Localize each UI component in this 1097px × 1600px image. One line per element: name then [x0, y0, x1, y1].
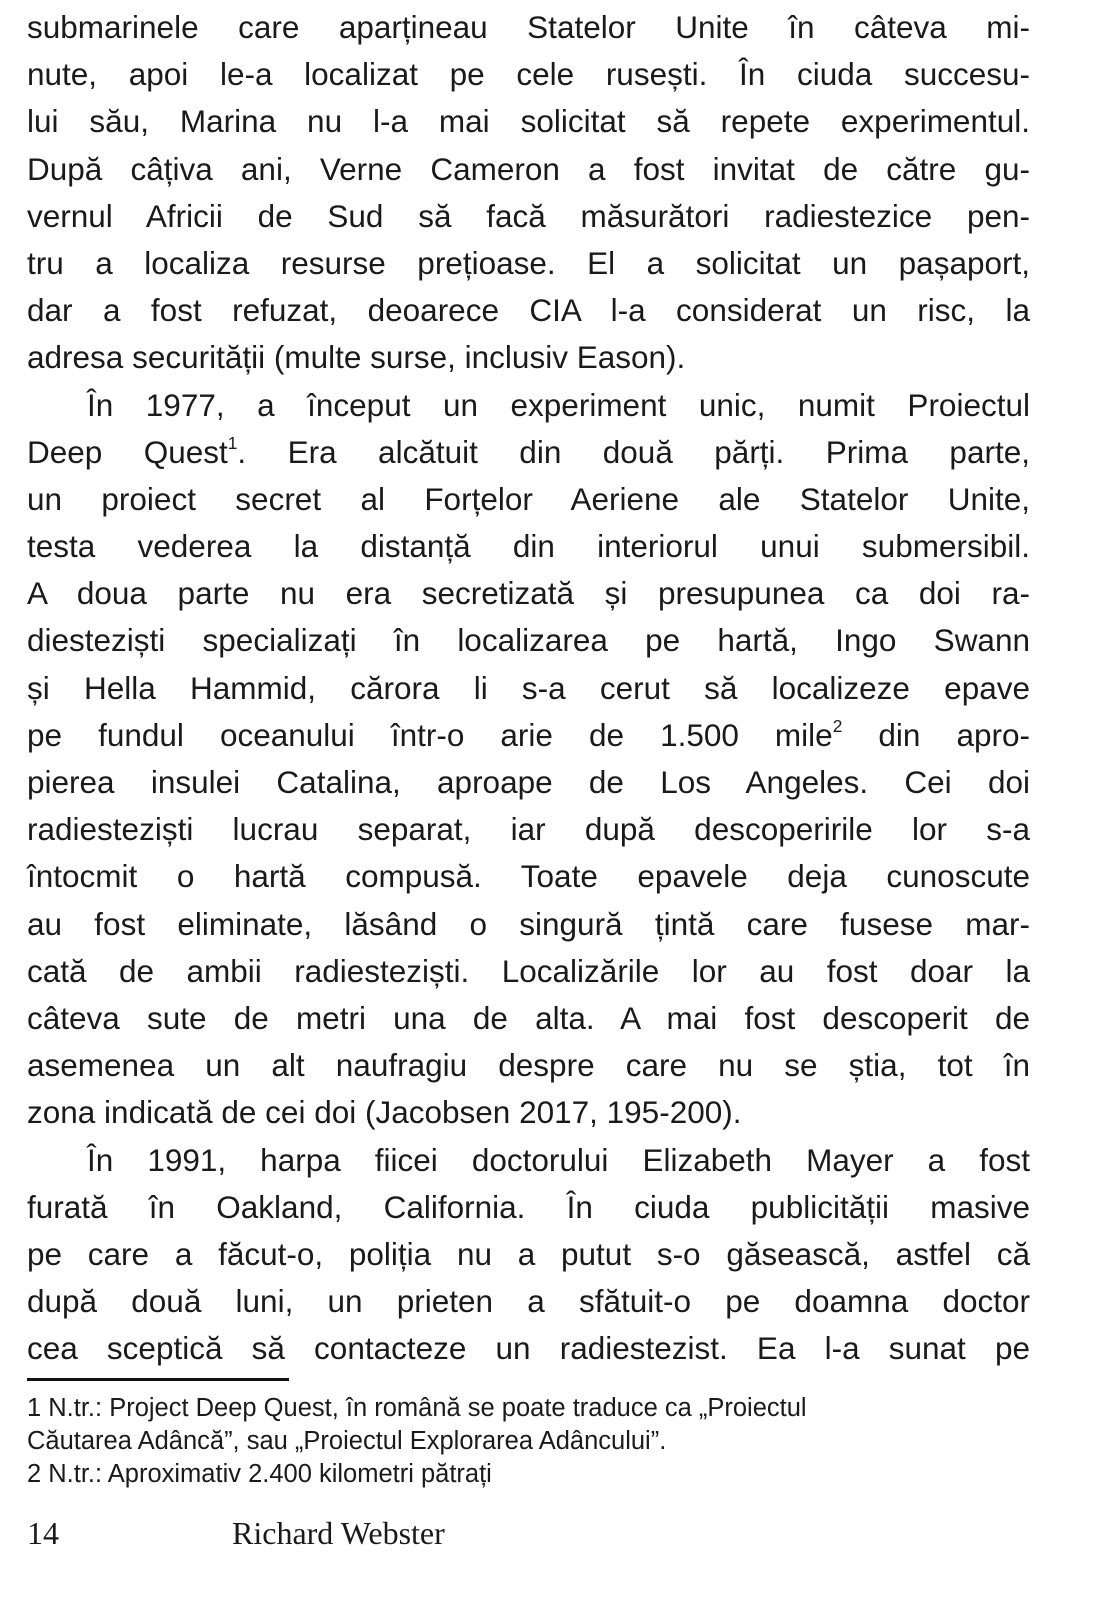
text-line — [27, 665, 1030, 712]
line-text: Deep Quest — [27, 433, 228, 470]
running-author: Richard Webster — [232, 1515, 445, 1551]
line-text: câteva sute de metri una de alta. A mai fost descoperit de — [27, 999, 1030, 1036]
line-text: adresa securității (multe surse, inclusiv Eason). — [27, 339, 686, 376]
footnotes — [27, 1392, 1037, 1491]
paragraph — [27, 382, 1030, 1137]
page-number: 14 — [27, 1515, 59, 1551]
line-text: vernul Africii de Sud să facă măsurători radiestezice pen- — [27, 197, 1030, 234]
text-line — [27, 759, 1030, 806]
paragraph — [27, 1137, 1030, 1373]
footnote-divider — [27, 1378, 289, 1381]
line-text: cată de ambii radiesteziști. Localizările lor au fost doar la — [27, 952, 1030, 989]
text-line — [27, 146, 1030, 193]
text-line — [27, 523, 1030, 570]
line-text: radiesteziști lucrau separat, iar după descoperirile lor s-a — [27, 811, 1030, 848]
text-line — [27, 476, 1030, 523]
text-line — [27, 4, 1030, 51]
text-line — [27, 570, 1030, 617]
text-line — [27, 334, 1030, 381]
footnote-line: 2 N.tr.: Aproximativ 2.400 kilometri pătrați — [27, 1460, 492, 1488]
footnote-marker[interactable]: 1 — [227, 432, 238, 453]
line-text: A doua parte nu era secretizată și presupunea ca doi ra- — [27, 575, 1030, 612]
line-text: . Era alcătuit din două părți. Prima parte, — [237, 433, 1030, 470]
text-line — [27, 1089, 1030, 1136]
line-text: diesteziști specializați în localizarea pe hartă, Ingo Swann — [27, 622, 1030, 659]
text-line — [27, 1278, 1030, 1325]
line-text: lui său, Marina nu l-a mai solicitat să repete experimentul. — [27, 103, 1030, 140]
line-text: zona indicată de cei doi (Jacobsen 2017, 195-200). — [27, 1094, 742, 1131]
text-line — [27, 1231, 1030, 1278]
line-text: furată în Oakland, California. În ciuda publicității masive — [27, 1188, 1030, 1225]
line-text: din apro- — [842, 716, 1031, 753]
line-text: tru a localiza resurse prețioase. El a solicitat un pașaport, — [27, 244, 1030, 281]
line-text: În 1977, a început un experiment unic, numit Proiectul — [87, 386, 1030, 423]
line-text: au fost eliminate, lăsând o singură țintă care fusese mar- — [27, 905, 1030, 942]
text-line — [27, 1325, 1030, 1372]
line-text: nute, apoi le-a localizat pe cele rusești. În ciuda succesu- — [27, 56, 1030, 93]
text-line — [27, 712, 1030, 759]
line-text: și Hella Hammid, cărora li s-a cerut să localizeze epave — [27, 669, 1030, 706]
line-text: dar a fost refuzat, deoarece CIA l-a considerat un risc, la — [27, 292, 1030, 329]
text-line — [27, 995, 1030, 1042]
line-text: cea sceptică să contacteze un radiestezist. Ea l-a sunat pe — [27, 1330, 1030, 1367]
body-text — [27, 4, 1030, 1372]
text-line — [27, 382, 1030, 429]
text-line — [27, 429, 1030, 476]
paragraph — [27, 4, 1030, 382]
line-text: După câțiva ani, Verne Cameron a fost invitat de către gu- — [27, 150, 1030, 187]
line-text: după două luni, un prieten a sfătuit-o pe doamna doctor — [27, 1283, 1030, 1320]
text-line — [27, 901, 1030, 948]
footnote-line: Căutarea Adâncă”, sau „Proiectul Explorarea Adâncului”. — [27, 1427, 667, 1455]
text-line — [27, 617, 1030, 664]
text-line — [27, 806, 1030, 853]
text-line — [27, 1137, 1030, 1184]
footnote-line: 1 N.tr.: Project Deep Quest, în română se poate traduce ca „Proiectul — [27, 1394, 807, 1422]
text-line — [27, 51, 1030, 98]
line-text: asemenea un alt naufragiu despre care nu se știa, tot în — [27, 1047, 1030, 1084]
line-text: pe fundul oceanului într-o arie de 1.500 mile — [27, 716, 833, 753]
footnote-marker[interactable]: 2 — [832, 715, 843, 736]
text-line — [27, 1184, 1030, 1231]
text-line — [27, 948, 1030, 995]
text-line — [27, 1042, 1030, 1089]
text-line — [27, 193, 1030, 240]
line-text: submarinele care aparțineau Statelor Unite în câteva mi- — [27, 9, 1030, 45]
line-text: pierea insulei Catalina, aproape de Los Angeles. Cei doi — [27, 764, 1030, 800]
line-text: întocmit o hartă compusă. Toate epavele deja cunoscute — [27, 858, 1030, 895]
text-line — [27, 287, 1030, 334]
line-text: un proiect secret al Forțelor Aeriene ale Statelor Unite, — [27, 480, 1030, 517]
text-line — [27, 853, 1030, 900]
line-text: testa vederea la distanță din interiorul unui submersibil. — [27, 528, 1030, 565]
text-line — [27, 240, 1030, 287]
text-line — [27, 98, 1030, 145]
line-text: În 1991, harpa fiicei doctorului Elizabeth Mayer a fost — [87, 1141, 1030, 1178]
line-text: pe care a făcut-o, poliția nu a putut s-o găsească, astfel că — [27, 1235, 1030, 1272]
